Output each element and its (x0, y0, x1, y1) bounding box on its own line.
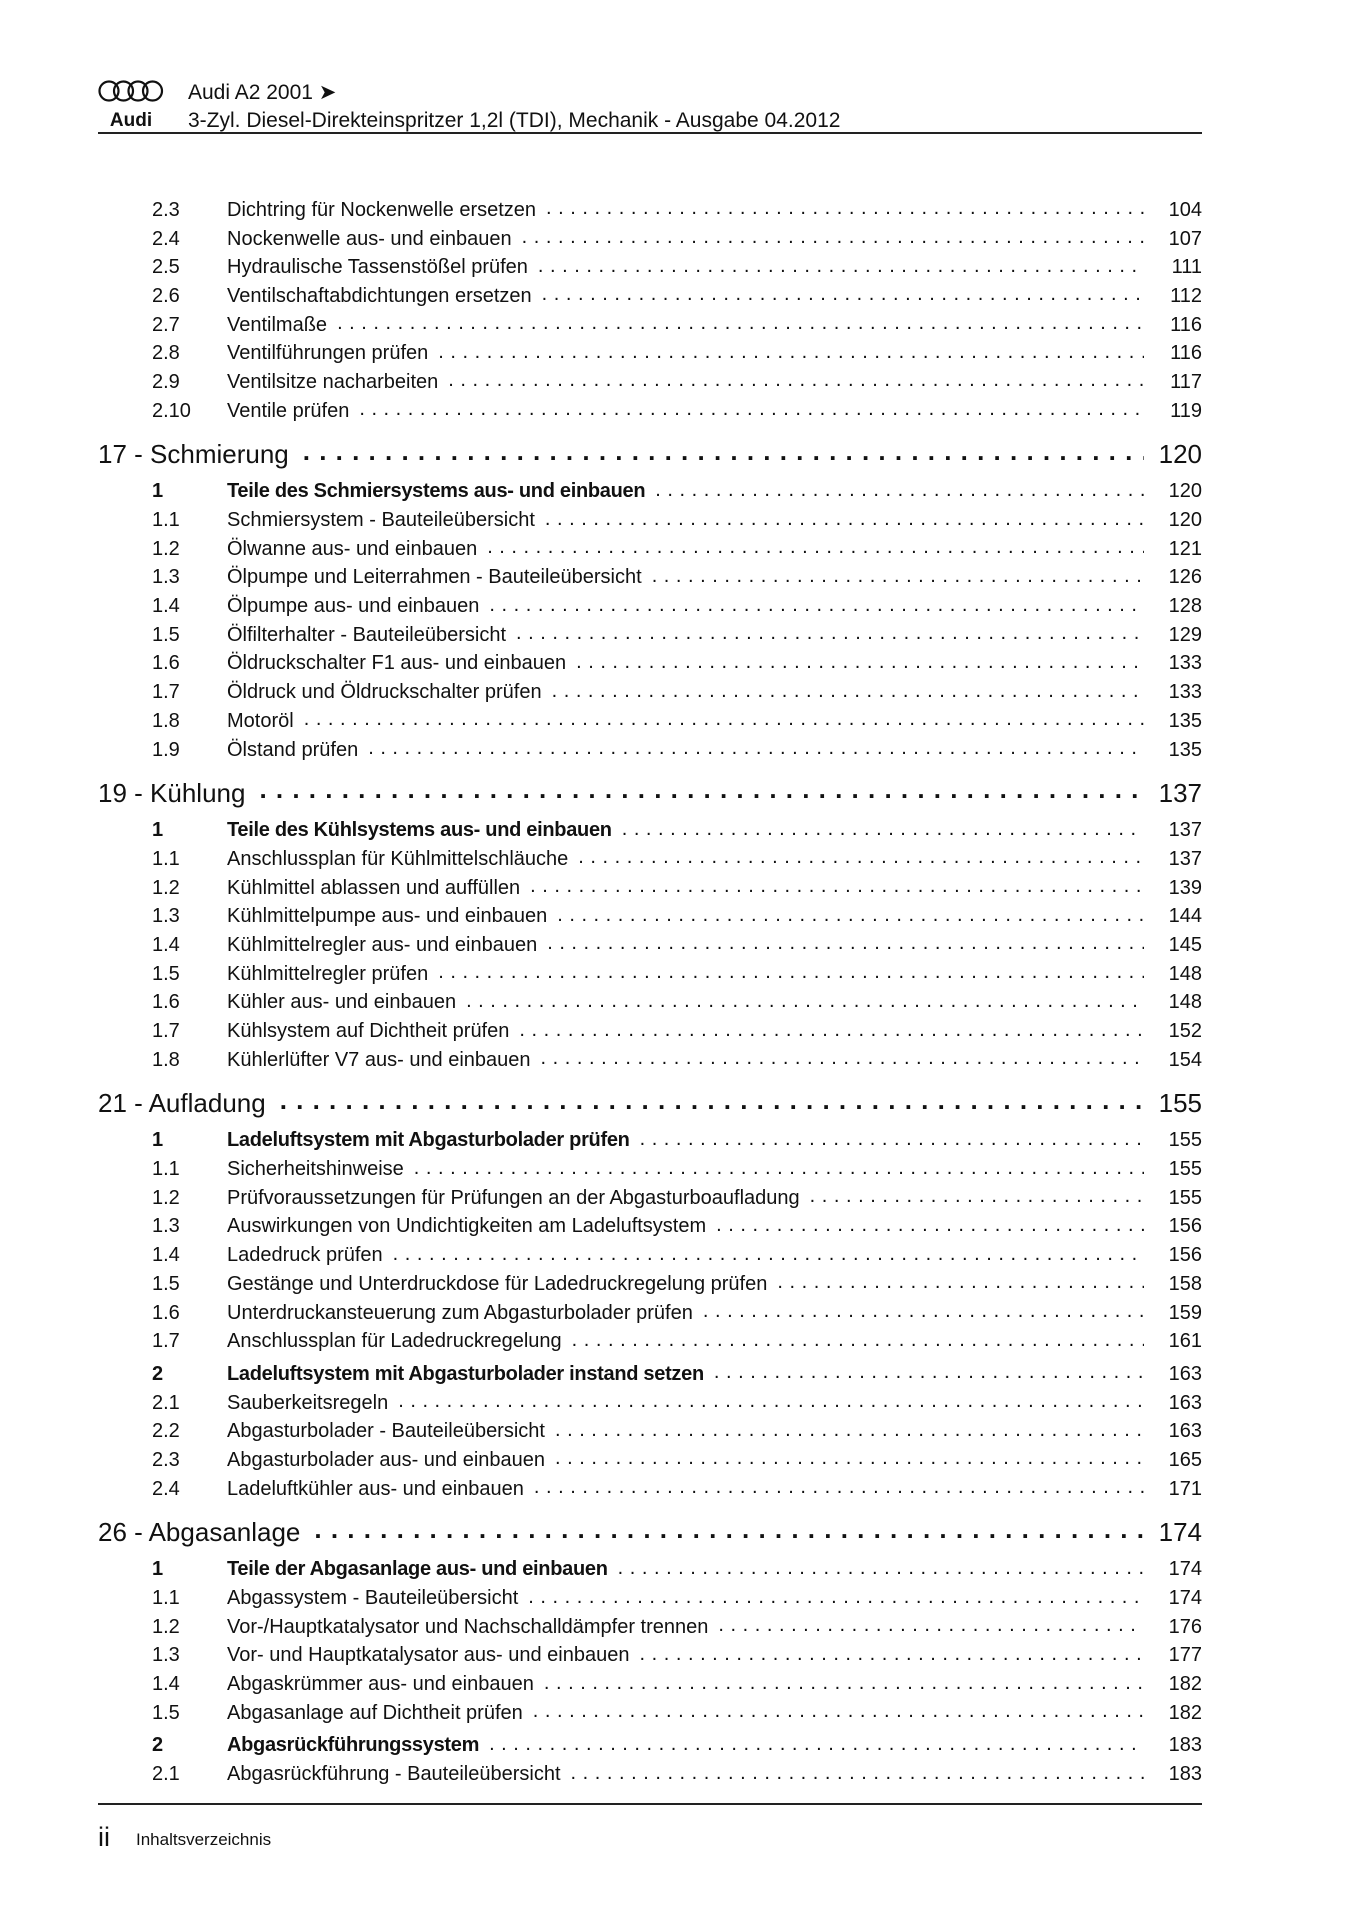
toc-entry[interactable]: 1.8 Kühlerlüfter V7 aus- und einbauen . . . 154 (98, 1046, 1202, 1075)
table-of-contents (98, 196, 1202, 1789)
toc-entry[interactable]: 1.7 Anschlussplan für Ladedruckregelung . . . 161 (98, 1327, 1202, 1356)
toc-entry[interactable]: 1.3 Vor- und Hauptkatalysator aus- und einbauen . . . 177 (98, 1642, 1202, 1671)
toc-section-pre (98, 196, 1202, 426)
toc-entry[interactable]: 1.4 Ladedruck prüfen . . . 156 (98, 1241, 1202, 1270)
toc-entry[interactable]: 2.4 Ladeluftkühler aus- und einbauen . . . 171 (98, 1475, 1202, 1504)
toc-entry[interactable]: 1.2 Prüfvoraussetzungen für Prüfungen an der Abgasturboaufladung . . . 155 (98, 1184, 1202, 1213)
toc-entry[interactable]: 1.4 Abgaskrümmer aus- und einbauen . . . 182 (98, 1670, 1202, 1699)
page-number: ii (98, 1822, 110, 1852)
toc-chapter-19[interactable]: 19 - Kühlung . . . 137 (98, 778, 1202, 808)
toc-entry[interactable]: 1.5 Kühlmittelregler prüfen . . . 148 (98, 960, 1202, 989)
toc-entry[interactable]: 2.2 Abgasturbolader - Bauteileübersicht . . . 163 (98, 1417, 1202, 1446)
toc-entry[interactable]: 1 Ladeluftsystem mit Abgasturbolader prüfen . . . 155 (98, 1127, 1202, 1156)
toc-entry[interactable]: 1.3 Kühlmittelpumpe aus- und einbauen . . . 144 (98, 902, 1202, 931)
toc-entry[interactable]: 1 Teile der Abgasanlage aus- und einbauen . . . 174 (98, 1556, 1202, 1585)
toc-entry[interactable]: 2 Ladeluftsystem mit Abgasturbolader instand setzen . . . 163 (98, 1360, 1202, 1389)
toc-entry[interactable]: 1.1 Sicherheitshinweise . . . 155 (98, 1155, 1202, 1184)
toc-entry[interactable]: 1.8 Motoröl . . . 135 (98, 707, 1202, 736)
toc-entry[interactable]: 2.5 Hydraulische Tassenstößel prüfen . . . 111 (98, 253, 1202, 282)
toc-entry[interactable]: 1.4 Kühlmittelregler aus- und einbauen . . . 145 (98, 931, 1202, 960)
toc-entry[interactable]: 2.6 Ventilschaftabdichtungen ersetzen . . . 112 (98, 282, 1202, 311)
toc-entry[interactable]: 1.2 Ölwanne aus- und einbauen . . . 121 (98, 535, 1202, 564)
toc-entry[interactable]: 1.5 Abgasanlage auf Dichtheit prüfen . . . 182 (98, 1699, 1202, 1728)
toc-entry[interactable]: 2.1 Sauberkeitsregeln . . . 163 (98, 1389, 1202, 1418)
toc-entry[interactable]: 1 Teile des Kühlsystems aus- und einbauen . . . 137 (98, 816, 1202, 845)
audi-logo (98, 78, 164, 134)
toc-entry[interactable]: 2.9 Ventilsitze nacharbeiten . . . 117 (98, 368, 1202, 397)
toc-entry[interactable]: 1.7 Kühlsystem auf Dichtheit prüfen . . . 152 (98, 1017, 1202, 1046)
toc-entry[interactable]: 1.2 Vor-/Hauptkatalysator und Nachschalldämpfer trennen . . . 176 (98, 1613, 1202, 1642)
toc-entry[interactable]: 2.8 Ventilführungen prüfen . . . 116 (98, 339, 1202, 368)
footer-label: Inhaltsverzeichnis (136, 1830, 272, 1849)
toc-entry[interactable]: 1.7 Öldruck und Öldruckschalter prüfen . . . 133 (98, 678, 1202, 707)
page-header (98, 78, 1202, 134)
toc-entry[interactable]: 2.10 Ventile prüfen . . . 119 (98, 397, 1202, 426)
toc-chapter-21[interactable]: 21 - Aufladung . . . 155 (98, 1089, 1202, 1119)
toc-entry[interactable]: 1.5 Gestänge und Unterdruckdose für Ladedruckregelung prüfen . . . 158 (98, 1270, 1202, 1299)
toc-entry[interactable]: 1.3 Ölpumpe und Leiterrahmen - Bauteileübersicht . . . 126 (98, 564, 1202, 593)
toc-entry[interactable]: 1.4 Ölpumpe aus- und einbauen . . . 128 (98, 592, 1202, 621)
header-title: Audi A2 2001 ➤ (188, 81, 337, 104)
toc-entry[interactable]: 1.1 Anschlussplan für Kühlmittelschläuche . . . 137 (98, 845, 1202, 874)
header-subtitle: 3-Zyl. Diesel-Direkteinspritzer 1,2l (TDI), Mechanik - Ausgabe 04.2012 (188, 109, 841, 132)
toc-entry[interactable]: 2.3 Abgasturbolader aus- und einbauen . . . 165 (98, 1446, 1202, 1475)
toc-entry[interactable]: 2.1 Abgasrückführung - Bauteileübersicht . . . 183 (98, 1760, 1202, 1789)
toc-entry[interactable]: 1 Teile des Schmiersystems aus- und einbauen . . . 120 (98, 478, 1202, 507)
toc-entry[interactable]: 1.9 Ölstand prüfen . . . 135 (98, 736, 1202, 765)
svg-text:Audi: Audi (109, 110, 153, 131)
toc-entry[interactable]: 1.5 Ölfilterhalter - Bauteileübersicht . . . 129 (98, 621, 1202, 650)
toc-entry[interactable]: 1.6 Unterdruckansteuerung zum Abgasturbolader prüfen . . . 159 (98, 1299, 1202, 1328)
toc-entry[interactable]: 2.7 Ventilmaße . . . 116 (98, 311, 1202, 340)
toc-entry[interactable]: 1.6 Kühler aus- und einbauen . . . 148 (98, 989, 1202, 1018)
toc-entry[interactable]: 2.3 Dichtring für Nockenwelle ersetzen . . . 104 (98, 196, 1202, 225)
toc-chapter-26[interactable]: 26 - Abgasanlage . . . 174 (98, 1518, 1202, 1548)
toc-entry[interactable]: 2.4 Nockenwelle aus- und einbauen . . . 107 (98, 225, 1202, 254)
toc-entry[interactable]: 1.3 Auswirkungen von Undichtigkeiten am Ladeluftsystem . . . 156 (98, 1213, 1202, 1242)
footer-divider (98, 1803, 1202, 1805)
toc-entry[interactable]: 1.2 Kühlmittel ablassen und auffüllen . . . 139 (98, 874, 1202, 903)
header-divider (98, 132, 1202, 134)
toc-chapter-17[interactable]: 17 - Schmierung . . . 120 (98, 440, 1202, 470)
toc-entry[interactable]: 1.1 Abgassystem - Bauteileübersicht . . . 174 (98, 1584, 1202, 1613)
toc-entry[interactable]: 1.6 Öldruckschalter F1 aus- und einbauen . . . 133 (98, 650, 1202, 679)
toc-entry[interactable]: 1.1 Schmiersystem - Bauteileübersicht . . . 120 (98, 506, 1202, 535)
toc-entry[interactable]: 2 Abgasrückführungssystem . . . 183 (98, 1732, 1202, 1761)
